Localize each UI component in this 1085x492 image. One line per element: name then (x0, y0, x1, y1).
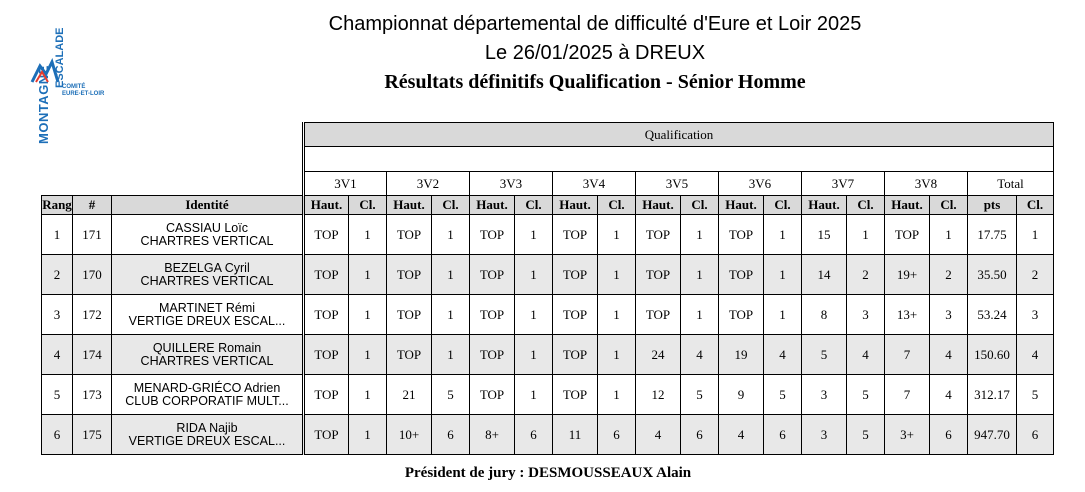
height-cell: 12 (636, 375, 681, 415)
route-rank-cell: 3 (847, 295, 885, 335)
athlete-club: VERTIGE DREUX ESCAL... (128, 433, 286, 448)
athlete-name: MENARD-GRIÉCO Adrien (133, 380, 281, 395)
route-rank-cell: 1 (432, 255, 470, 295)
table-row (42, 415, 1054, 455)
height-cell: TOP (304, 415, 349, 455)
total-rank-cell: 5 (1017, 375, 1054, 415)
col-header-cl: Cl. (930, 196, 968, 215)
total-header: Total (968, 172, 1054, 196)
height-cell: TOP (553, 255, 598, 295)
height-cell: TOP (304, 255, 349, 295)
height-cell: 4 (719, 415, 764, 455)
route-rank-cell: 6 (515, 415, 553, 455)
route-rank-cell: 1 (349, 295, 387, 335)
height-cell: TOP (553, 375, 598, 415)
total-points-cell: 150.60 (968, 335, 1017, 375)
height-cell: 21 (387, 375, 432, 415)
height-cell: TOP (387, 255, 432, 295)
height-cell: 15 (802, 215, 847, 255)
route-rank-cell: 1 (598, 255, 636, 295)
athlete-name: RIDA Najib (176, 420, 238, 435)
athlete-name: MARTINET Rémi (158, 300, 256, 315)
route-rank-cell: 1 (349, 375, 387, 415)
height-cell: 8+ (470, 415, 515, 455)
height-cell: TOP (470, 295, 515, 335)
total-points-cell: 947.70 (968, 415, 1017, 455)
column-header-row (42, 196, 1054, 215)
col-header-pts: pts (968, 196, 1017, 215)
height-cell: TOP (387, 215, 432, 255)
route-rank-cell: 1 (515, 335, 553, 375)
route-rank-cell: 1 (598, 295, 636, 335)
height-cell: TOP (470, 215, 515, 255)
total-points-cell: 312.17 (968, 375, 1017, 415)
route-rank-cell: 1 (349, 215, 387, 255)
route-rank-cell: 6 (598, 415, 636, 455)
route-rank-cell: 5 (764, 375, 802, 415)
athlete-name: QUILLERE Romain (152, 340, 262, 355)
identity-cell (112, 255, 304, 295)
identity-cell (112, 295, 304, 335)
table-row (42, 375, 1054, 415)
route-group-row (42, 172, 1054, 196)
rank-cell: 1 (42, 215, 73, 255)
route-rank-cell: 1 (515, 255, 553, 295)
route-rank-cell: 4 (681, 335, 719, 375)
route-rank-cell: 1 (349, 255, 387, 295)
height-cell: 14 (802, 255, 847, 295)
col-header-haut: Haut. (470, 196, 515, 215)
route-rank-cell: 1 (598, 375, 636, 415)
height-cell: 3 (802, 415, 847, 455)
total-points-cell: 17.75 (968, 215, 1017, 255)
route-rank-cell: 1 (681, 295, 719, 335)
route-rank-cell: 5 (681, 375, 719, 415)
route-rank-cell: 4 (930, 335, 968, 375)
total-rank-cell: 6 (1017, 415, 1054, 455)
col-header-num: # (73, 196, 112, 215)
logo-text-montagne: MONTAGNE (36, 65, 51, 144)
col-header-haut: Haut. (304, 196, 349, 215)
height-cell: TOP (470, 375, 515, 415)
col-header-cl: Cl. (432, 196, 470, 215)
route-rank-cell: 1 (598, 215, 636, 255)
route-rank-cell: 5 (432, 375, 470, 415)
route-rank-cell: 1 (515, 295, 553, 335)
height-cell: TOP (636, 215, 681, 255)
route-rank-cell: 4 (847, 335, 885, 375)
bib-number-cell: 171 (73, 215, 112, 255)
route-rank-cell: 1 (598, 335, 636, 375)
route-rank-cell: 1 (432, 295, 470, 335)
route-header-3v1: 3V1 (304, 172, 387, 196)
height-cell: TOP (304, 295, 349, 335)
height-cell: TOP (719, 295, 764, 335)
route-header-3v7: 3V7 (802, 172, 885, 196)
bib-number-cell: 172 (73, 295, 112, 335)
col-header-rang: Rang (42, 196, 73, 215)
bib-number-cell: 174 (73, 335, 112, 375)
route-rank-cell: 1 (349, 335, 387, 375)
rank-cell: 6 (42, 415, 73, 455)
athlete-name: CASSIAU Loïc (166, 220, 248, 235)
route-rank-cell: 3 (930, 295, 968, 335)
route-rank-cell: 1 (349, 415, 387, 455)
height-cell: TOP (636, 255, 681, 295)
table-row (42, 335, 1054, 375)
height-cell: TOP (387, 295, 432, 335)
results-table (41, 122, 1054, 455)
identity-cell (112, 335, 304, 375)
route-header-3v3: 3V3 (470, 172, 553, 196)
identity-cell (112, 215, 304, 255)
height-cell: 7 (885, 335, 930, 375)
height-cell: TOP (885, 215, 930, 255)
bib-number-cell: 175 (73, 415, 112, 455)
height-cell: 19 (719, 335, 764, 375)
route-header-3v8: 3V8 (885, 172, 968, 196)
athlete-club: CHARTRES VERTICAL (140, 353, 274, 368)
logo-comite: COMITÉ EURE-ET-LOIR (62, 84, 105, 97)
route-rank-cell: 1 (930, 215, 968, 255)
height-cell: 3+ (885, 415, 930, 455)
route-rank-cell: 6 (681, 415, 719, 455)
rank-cell: 2 (42, 255, 73, 295)
col-header-haut: Haut. (636, 196, 681, 215)
route-rank-cell: 6 (930, 415, 968, 455)
bib-number-cell: 173 (73, 375, 112, 415)
route-rank-cell: 5 (847, 415, 885, 455)
route-rank-cell: 1 (515, 215, 553, 255)
rank-cell: 3 (42, 295, 73, 335)
height-cell: 8 (802, 295, 847, 335)
page-title: Championnat départemental de difficulté d'Eure et Loir 2025 (328, 13, 862, 35)
identity-cell (112, 415, 304, 455)
height-cell: TOP (553, 215, 598, 255)
athlete-club: CLUB CORPORATIF MULT... (125, 393, 289, 408)
height-cell: 7 (885, 375, 930, 415)
identity-cell (112, 375, 304, 415)
height-cell: TOP (719, 255, 764, 295)
col-header-haut: Haut. (387, 196, 432, 215)
total-points-cell: 35.50 (968, 255, 1017, 295)
total-rank-cell: 1 (1017, 215, 1054, 255)
height-cell: 3 (802, 375, 847, 415)
qualification-header-row (42, 123, 1054, 147)
route-rank-cell: 1 (681, 215, 719, 255)
height-cell: TOP (304, 375, 349, 415)
height-cell: TOP (304, 215, 349, 255)
event-date-location: Le 26/01/2025 à DREUX (484, 42, 706, 64)
route-rank-cell: 4 (930, 375, 968, 415)
athlete-club: VERTIGE DREUX ESCAL... (128, 313, 286, 328)
col-header-cl: Cl. (598, 196, 636, 215)
results-title: Résultats définitifs Qualification - Sénior Homme (384, 71, 806, 93)
jury-president: Président de jury : DESMOUSSEAUX Alain (404, 465, 692, 481)
total-rank-cell: 2 (1017, 255, 1054, 295)
col-header-cl: Cl. (681, 196, 719, 215)
route-rank-cell: 1 (515, 375, 553, 415)
route-rank-cell: 1 (847, 215, 885, 255)
height-cell: TOP (470, 255, 515, 295)
height-cell: 24 (636, 335, 681, 375)
table-row (42, 295, 1054, 335)
col-header-haut: Haut. (802, 196, 847, 215)
route-rank-cell: 1 (432, 215, 470, 255)
total-rank-cell: 3 (1017, 295, 1054, 335)
route-rank-cell: 6 (764, 415, 802, 455)
col-header-identite: Identité (112, 196, 304, 215)
rank-cell: 5 (42, 375, 73, 415)
col-header-haut: Haut. (553, 196, 598, 215)
route-header-3v5: 3V5 (636, 172, 719, 196)
rank-cell: 4 (42, 335, 73, 375)
col-header-cl: Cl. (847, 196, 885, 215)
route-rank-cell: 1 (764, 295, 802, 335)
height-cell: 13+ (885, 295, 930, 335)
height-cell: TOP (553, 335, 598, 375)
height-cell: 11 (553, 415, 598, 455)
col-header-cl: Cl. (1017, 196, 1054, 215)
route-rank-cell: 1 (681, 255, 719, 295)
route-header-3v2: 3V2 (387, 172, 470, 196)
route-rank-cell: 5 (847, 375, 885, 415)
athlete-club: CHARTRES VERTICAL (140, 233, 274, 248)
height-cell: TOP (470, 335, 515, 375)
col-header-cl: Cl. (764, 196, 802, 215)
logo-text-escalade: ESCALADE (54, 27, 66, 88)
athlete-name: BEZELGA Cyril (164, 260, 250, 275)
route-rank-cell: 2 (930, 255, 968, 295)
col-header-cl: Cl. (515, 196, 553, 215)
athlete-club: CHARTRES VERTICAL (140, 273, 274, 288)
route-header-3v4: 3V4 (553, 172, 636, 196)
bib-number-cell: 170 (73, 255, 112, 295)
height-cell: TOP (387, 335, 432, 375)
height-cell: 10+ (387, 415, 432, 455)
col-header-cl: Cl. (349, 196, 387, 215)
route-rank-cell: 1 (432, 335, 470, 375)
col-header-haut: Haut. (885, 196, 930, 215)
table-row (42, 215, 1054, 255)
route-rank-cell: 2 (847, 255, 885, 295)
col-header-haut: Haut. (719, 196, 764, 215)
total-points-cell: 53.24 (968, 295, 1017, 335)
route-rank-cell: 4 (764, 335, 802, 375)
total-rank-cell: 4 (1017, 335, 1054, 375)
height-cell: TOP (636, 295, 681, 335)
route-rank-cell: 1 (764, 215, 802, 255)
height-cell: TOP (553, 295, 598, 335)
height-cell: TOP (719, 215, 764, 255)
height-cell: 5 (802, 335, 847, 375)
height-cell: TOP (304, 335, 349, 375)
qualification-header: Qualification (304, 123, 1054, 147)
blank-row (42, 147, 1054, 172)
route-header-3v6: 3V6 (719, 172, 802, 196)
route-rank-cell: 1 (764, 255, 802, 295)
height-cell: 19+ (885, 255, 930, 295)
height-cell: 9 (719, 375, 764, 415)
route-rank-cell: 6 (432, 415, 470, 455)
height-cell: 4 (636, 415, 681, 455)
table-row (42, 255, 1054, 295)
